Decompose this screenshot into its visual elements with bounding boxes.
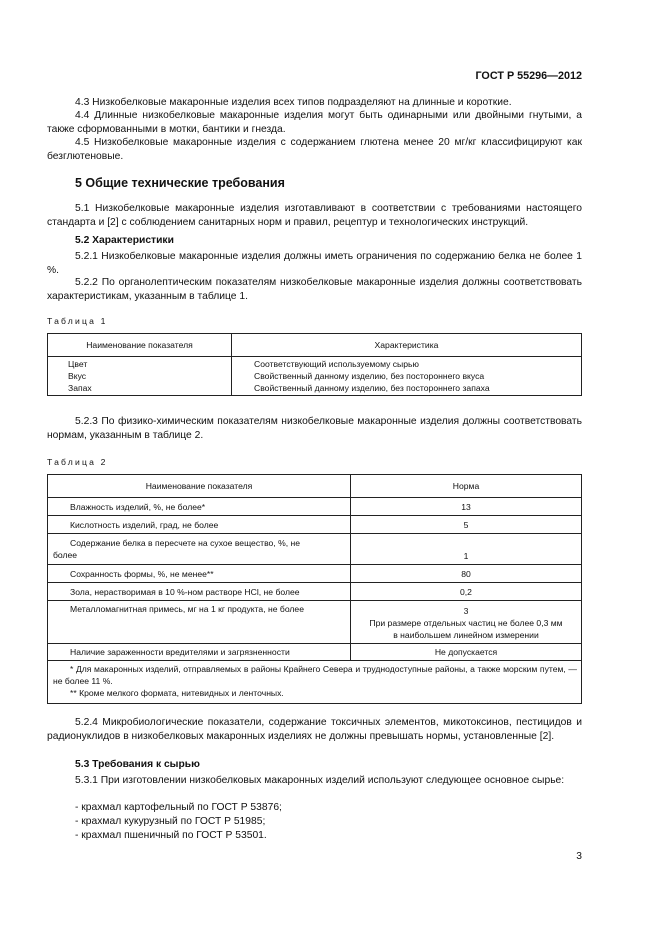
table-2-cell-name-line: Содержание белка в пересчете на сухое вещество, %, не (70, 538, 301, 548)
paragraph-5-2-1: 5.2.1 Низкобелковые макаронные изделия должны иметь ограничения по содержанию белка не более 1 %. (47, 251, 582, 276)
table-row (48, 516, 582, 534)
paragraph-5-2-2: 5.2.2 По органолептическим показателям низкобелковые макаронные изделия должны соответствовать характеристикам, указанным в таблице 1. (47, 277, 582, 302)
table-1-values-cell (232, 357, 582, 396)
table-1-names-cell (48, 357, 232, 396)
table-1-name: Запах (68, 383, 92, 393)
table-2-cell-norm: 1 (351, 534, 582, 565)
table-2-cell-norm: 13 (351, 498, 582, 516)
table-1-caption: Таблица 1 (47, 316, 108, 326)
table-2 (47, 474, 582, 704)
table-row (48, 583, 582, 601)
paragraph-5-2-3: 5.2.3 По физико-химическим показателям низкобелковые макаронные изделия должны соответствовать нормам, указанным в таблице 2. (47, 416, 582, 441)
table-2-cell-norm: 80 (351, 565, 582, 583)
table-2-cell-norm: Не допускается (351, 644, 582, 661)
table-2-cell-name: Кислотность изделий, град, не более (48, 516, 351, 534)
paragraph-5-3-1: 5.3.1 При изготовлении низкобелковых макаронных изделий используют следующее основное сырье: (75, 775, 565, 786)
table-2-cell-name: Влажность изделий, %, не более* (48, 498, 351, 516)
paragraph-4-5: 4.5 Низкобелковые макаронные изделия с содержанием глютена менее 20 мг/кг классифицируют как безглютеновые. (47, 137, 582, 162)
table-2-cell-name: Сохранность формы, %, не менее** (48, 565, 351, 583)
document-code: ГОСТ Р 55296—2012 (475, 70, 582, 82)
table-2-header-norm: Норма (351, 475, 582, 498)
paragraph-5-2-4: 5.2.4 Микробиологические показатели, содержание токсичных элементов, микотоксинов, пестицидов и радионуклидов в низкобелковых макаронных изделиях не должны превышать нормы, установленные [2]. (47, 717, 582, 742)
table-2-cell-norm-line: в наибольшем линейном измерении (393, 629, 539, 640)
table-1-value: Свойственный данному изделию, без постороннего вкуса (254, 371, 485, 381)
table-2-cell-name-line: более (53, 550, 78, 560)
table-2-cell-name: Металломагнитная примесь, мг на 1 кг продукта, не более (48, 601, 351, 644)
table-2-cell-norm: 5 (351, 516, 582, 534)
list-item: - крахмал кукурузный по ГОСТ Р 51985; (75, 816, 266, 827)
table-1-name: Вкус (68, 371, 87, 381)
table-2-header-name: Наименование показателя (48, 475, 351, 498)
table-row (48, 498, 582, 516)
list-item: - крахмал пшеничный по ГОСТ Р 53501. (75, 830, 267, 841)
table-2-caption: Таблица 2 (47, 457, 108, 467)
table-2-cell-norm-line: 3 (463, 605, 469, 616)
section-5-title: 5 Общие технические требования (75, 176, 285, 190)
table-2-footnote: ** Кроме мелкого формата, нитевидных и ленточных. (70, 688, 284, 698)
table-2-cell-norm (351, 601, 582, 644)
paragraph-4-3: 4.3 Низкобелковые макаронные изделия всех типов подразделяют на длинные и короткие. (75, 97, 512, 108)
page-number: 3 (576, 851, 582, 862)
table-1 (47, 333, 582, 396)
table-1-name: Цвет (68, 359, 88, 369)
heading-5-3: 5.3 Требования к сырью (75, 759, 200, 770)
heading-5-2: 5.2 Характеристики (75, 235, 174, 246)
table-1-value: Соответствующий используемому сырью (254, 359, 419, 369)
table-2-cell-name: Зола, нерастворимая в 10 %-ном растворе HCl, не более (48, 583, 351, 601)
raw-material-list (75, 801, 282, 843)
table-2-cell-norm-line: При размере отдельных частиц не более 0,3 мм (369, 617, 563, 628)
list-item: - крахмал картофельный по ГОСТ Р 53876; (75, 802, 282, 813)
table-2-cell-name: Наличие зараженности вредителями и загрязненности (48, 644, 351, 661)
table-2-footnote: * Для макаронных изделий, отправляемых в районы Крайнего Севера и труднодоступные районы, а также морским путем, — не более 11 %. (53, 664, 577, 686)
table-row (48, 644, 582, 661)
table-1-header-name: Наименование показателя (48, 334, 232, 357)
paragraph-5-1: 5.1 Низкобелковые макаронные изделия изготавливают в соответствии с требованиями настоящего стандарта и [2] с соблюдением санитарных норм и правил, рецептур и технологических инструкций. (47, 203, 582, 228)
table-row (48, 534, 582, 565)
paragraph-4-4: 4.4 Длинные низкобелковые макаронные изделия могут быть одинарными или двойными гнутыми, а также сформованными в мотки, бантики и гнезда. (47, 110, 582, 135)
table-2-footnotes (48, 661, 582, 704)
table-2-cell-norm: 0,2 (351, 583, 582, 601)
table-row (48, 565, 582, 583)
table-2-footnotes-row (48, 661, 582, 704)
table-1-header-characteristic: Характеристика (232, 334, 582, 357)
table-1-value: Свойственный данному изделию, без постороннего запаха (254, 383, 490, 393)
table-2-cell-name (48, 534, 351, 565)
table-row (48, 601, 582, 644)
